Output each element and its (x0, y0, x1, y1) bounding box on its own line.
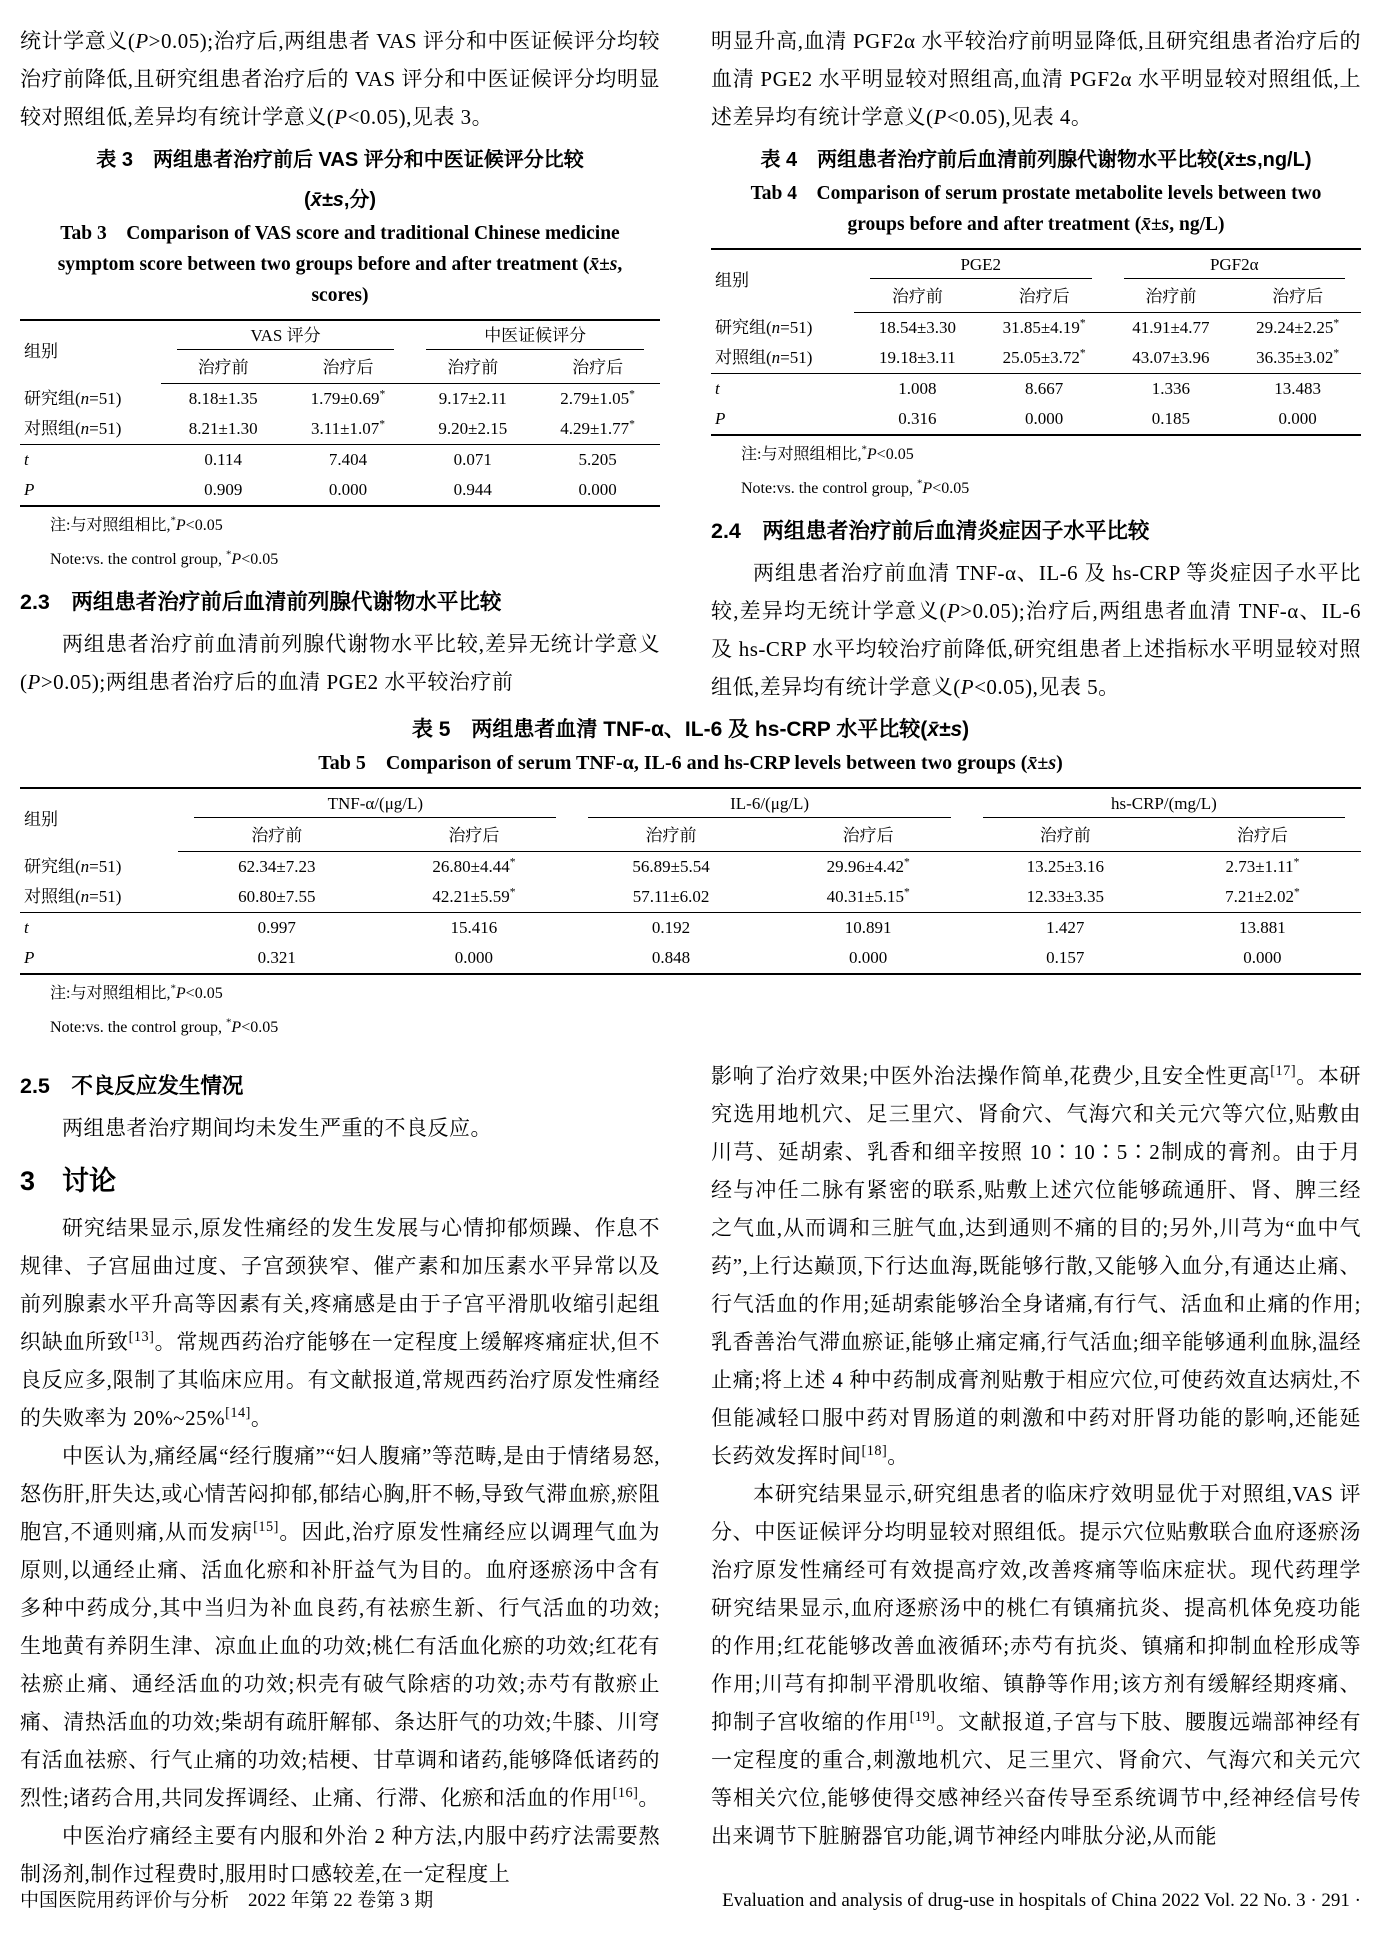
table-cell: 9.17±2.11 (438, 389, 507, 408)
table3-title-cn: 表 3 两组患者治疗前后 VAS 评分和中医证候评分比较 (96, 149, 584, 171)
table-cell: 7.21±2.02* (1225, 885, 1300, 906)
discussion-paragraph-1: 研究结果显示,原发性痛经的发生发展与心情抑郁烦躁、作息不规律、子宫屈曲过度、子宫颈狭窄、催产素和加压素水平异常以及前列腺素水平升高等因素有关,疼痛感是由于子宫平滑肌收缩引起组织缺血所致[13]。常规西药治疗能够在一定程度上缓解疼痛症状,但不良反应多,限制了其临床应用。有文献报道,常规西药治疗原发性痛经的失败率为 20%~25%[14]。 (20, 1216, 661, 1430)
table-cell: 1.008 (854, 374, 981, 405)
table4-group-header: PGF2α (1108, 249, 1362, 282)
table-row (20, 913, 1361, 944)
table-cell: 0.000 (849, 948, 888, 967)
table-row-label: 对照组(n=51) (715, 348, 813, 367)
table-row (711, 313, 1361, 344)
table-cell: 0.000 (328, 480, 368, 499)
table-row (711, 343, 1361, 374)
table-row (20, 852, 1361, 883)
table-row (711, 404, 1361, 435)
table-cell: 13.25±3.16 (1026, 857, 1104, 876)
table-cell: 26.80±4.44* (432, 855, 516, 876)
table-cell: 0.000 (578, 480, 617, 499)
table-row-label: 对照组(n=51) (24, 419, 122, 438)
table5-colgroup-header: 组别 (24, 810, 58, 830)
table4-note-cn: 注:与对照组相比,*P<0.05 (741, 443, 914, 463)
table3-subheader: 治疗前 (410, 353, 535, 384)
table-cell: 43.07±3.96 (1132, 348, 1210, 367)
table-cell: 0.000 (1278, 409, 1317, 428)
table5-subheader: 治疗后 (375, 821, 572, 852)
table5-group-header: TNF-α/(μg/L) (178, 788, 572, 821)
table4-subheader: 治疗前 (854, 282, 981, 313)
table3-subheader: 治疗后 (535, 353, 660, 384)
table-cell: 15.416 (375, 913, 572, 944)
discussion-paragraph-4: 影响了治疗效果;中医外治法操作简单,花费少,且安全性更高[17]。本研究选用地机穴、足三里穴、肾俞穴、气海穴和关元穴等穴位,贴敷由川芎、延胡索、乳香和细辛按照 10∶10∶5∶2制成的膏剂。由于月经与冲任二脉有紧密的联系,贴敷上述穴位能够疏通肝、肾、脾三经之气血,从而调和三脏气血,达到通则不痛的目的;另外,川芎为“血中气药”,上行达巅顶,下行达血海,既能够行散,又能够入血分,有通达止痛、行气活血的作用;延胡索能够治全身诸痛,有行气、活血和止痛的作用;乳香善治气滞血瘀证,能够止痛定痛,行气活血;细辛能够通利血脉,温经止痛;将上述 4 种中药制成膏剂贴敷于相应穴位,可使药效直达病灶,不但能减轻口服中药对胃肠道的刺激和中药对肝肾功能的影响,还能延长药效发挥时间[18]。 (711, 1063, 1362, 1468)
table-cell: 5.205 (535, 445, 660, 476)
table5-title-cn: 表 5 两组患者血清 TNF-α、IL-6 及 hs-CRP 水平比较(x̄±s) (411, 718, 970, 741)
table-cell: 42.21±5.59* (432, 885, 516, 906)
table3-group-header: 中医证候评分 (410, 320, 660, 353)
table-row-label: P (715, 409, 726, 428)
table5-subheader: 治疗前 (178, 821, 375, 852)
table-cell: 0.000 (454, 948, 494, 967)
table-row (20, 384, 660, 415)
top-left-column (20, 22, 660, 706)
table4-title-cn: 表 4 两组患者治疗前后血清前列腺代谢物水平比较(x̄±s,ng/L) (760, 149, 1312, 171)
table-cell: 31.85±4.19* (1002, 316, 1086, 337)
table3-subheader: 治疗后 (286, 353, 411, 384)
table-cell: 0.997 (178, 913, 375, 944)
table-row-label: t (20, 445, 161, 476)
section-2-4-heading: 2.4 两组患者治疗前后血清炎症因子水平比较 (711, 519, 1150, 543)
table-cell: 36.35±3.02* (1256, 346, 1340, 367)
table5-note-cn: 注:与对照组相比,*P<0.05 (50, 982, 223, 1002)
table-cell: 29.24±2.25* (1256, 316, 1340, 337)
table5-group-header: hs-CRP/(mg/L) (967, 788, 1361, 821)
table-cell: 19.18±3.11 (879, 348, 956, 367)
table4-subheader: 治疗前 (1108, 282, 1235, 313)
table-cell: 57.11±6.02 (632, 887, 710, 906)
table-cell: 18.54±3.30 (878, 318, 957, 337)
table-cell: 25.05±3.72* (1002, 346, 1086, 367)
table3-note-en: Note:vs. the control group, *P<0.05 (50, 548, 279, 568)
section-2-3-paragraph: 两组患者治疗前血清前列腺代谢物水平比较,差异无统计学意义(P>0.05);两组患者治疗后的血清 PGE2 水平较治疗前 (20, 632, 660, 694)
table-cell: 0.000 (1243, 948, 1282, 967)
section-2-5-paragraph: 两组患者治疗期间均未发生严重的不良反应。 (62, 1116, 492, 1140)
table-cell: 0.848 (651, 948, 691, 967)
table-row-label: P (24, 480, 35, 499)
table-cell: 29.96±4.42* (826, 855, 910, 876)
table5-subheader: 治疗后 (1164, 821, 1361, 852)
table-cell: 4.29±1.77* (560, 417, 635, 438)
table-cell: 8.18±1.35 (188, 389, 258, 408)
table-cell: 0.944 (453, 480, 492, 499)
section-2-3-heading: 2.3 两组患者治疗前后血清前列腺代谢物水平比较 (20, 590, 502, 614)
table-row (711, 374, 1361, 405)
paragraph-vas-results: 统计学意义(P>0.05);治疗后,两组患者 VAS 评分和中医证候评分均较治疗前降低,且研究组患者治疗后的 VAS 评分和中医证候评分均明显较对照组低,差异均有统计学意义(P<0.05),见表 3。 (20, 29, 660, 129)
table3-note-cn: 注:与对照组相比,*P<0.05 (50, 514, 223, 534)
table-cell: 62.34±7.23 (238, 857, 316, 876)
table-cell: 0.000 (1025, 409, 1064, 428)
table-row-label: 对照组(n=51) (24, 887, 122, 906)
table-cell: 60.80±7.55 (238, 887, 316, 906)
table5 (20, 787, 1361, 975)
section-2-5-heading: 2.5 不良反应发生情况 (20, 1074, 244, 1098)
table-row-label: 研究组(n=51) (24, 856, 122, 876)
table4-subheader: 治疗后 (981, 282, 1108, 313)
table4-colgroup-header: 组别 (715, 271, 749, 291)
table-cell: 0.157 (1046, 948, 1085, 967)
table4 (711, 248, 1361, 436)
table4-group-header: PGE2 (854, 249, 1108, 282)
table-cell: 56.89±5.54 (632, 857, 710, 876)
table3-group-header: VAS 评分 (161, 320, 411, 353)
table-row (20, 445, 660, 476)
table-cell: 40.31±5.15* (826, 885, 910, 906)
top-columns (20, 22, 1361, 706)
table-row (20, 882, 1361, 913)
table-cell: 0.316 (898, 409, 937, 428)
table-cell: 9.20±2.15 (438, 419, 508, 438)
table-cell: 0.185 (1151, 409, 1190, 428)
table-cell: 2.79±1.05* (560, 387, 635, 408)
table-cell: 7.404 (286, 445, 411, 476)
table4-title-en: Tab 4 Comparison of serum prostate metabolite levels between two groups before and after treatment (x̄±s, ng/L) (750, 183, 1322, 235)
table-cell: 0.192 (572, 913, 769, 944)
table-row-label: t (711, 374, 854, 405)
table-cell: 13.881 (1164, 913, 1361, 944)
page-footer (20, 1885, 1361, 1912)
table-cell: 12.33±3.35 (1026, 887, 1104, 906)
table-cell: 13.483 (1234, 374, 1361, 405)
table-row (20, 414, 660, 445)
table-row-label: 研究组(n=51) (715, 317, 813, 337)
table-row-label: 研究组(n=51) (24, 388, 122, 408)
table5-subheader: 治疗前 (967, 821, 1164, 852)
table5-note-en: Note:vs. the control group, *P<0.05 (50, 1016, 279, 1036)
table-cell: 2.73±1.11* (1225, 855, 1300, 876)
discussion-paragraph-3: 中医治疗痛经主要有内服和外治 2 种方法,内服中药疗法需要熬制汤剂,制作过程费时,服用时口感较差,在一定程度上 (20, 1824, 660, 1886)
section-3-heading: 3 讨论 (20, 1166, 117, 1196)
table4-note-en: Note:vs. the control group, *P<0.05 (741, 477, 970, 497)
paragraph-pge2-results: 明显升高,血清 PGF2α 水平较治疗前明显降低,且研究组患者治疗后的血清 PGE2 水平明显较对照组高,血清 PGF2α 水平明显较对照组低,上述差异均有统计学意义(P<0.05),见表 4。 (711, 29, 1361, 129)
table-cell: 8.667 (981, 374, 1108, 405)
table-cell: 3.11±1.07* (311, 417, 385, 438)
table-cell: 10.891 (770, 913, 967, 944)
table-cell: 1.336 (1108, 374, 1235, 405)
table-row (20, 475, 660, 506)
table3 (20, 319, 660, 507)
discussion-paragraph-5: 本研究结果显示,研究组患者的临床疗效明显优于对照组,VAS 评分、中医证候评分均明显较对照组低。提示穴位贴敷联合血府逐瘀汤治疗原发性痛经可有效提高疗效,改善疼痛等临床症状。现代药理学研究结果显示,血府逐瘀汤中的桃仁有镇痛抗炎、提高机体免疫功能的作用;红花能够改善血液循环;赤芍有抗炎、镇痛和抑制血栓形成等作用;川芎有抑制平滑肌收缩、镇静等作用;该方剂有缓解经期疼痛、抑制子宫收缩的作用[19]。文献报道,子宫与下肢、腰腹远端部神经有一定程度的重合,刺激地机穴、足三里穴、肾俞穴、气海穴和关元穴等相关穴位,能够使得交感神经兴奋传导至系统调节中,经神经信号传出来调节下脏腑器官功能,调节神经内啡肽分泌,从而能 (711, 1482, 1362, 1848)
footer-journal-cn: 中国医院用药评价与分析 2022 年第 22 卷第 3 期 (20, 1890, 434, 1911)
table-cell: 8.21±1.30 (188, 419, 258, 438)
table-cell: 41.91±4.77 (1132, 318, 1210, 337)
table-row (20, 943, 1361, 974)
bottom-columns (20, 1057, 1361, 1893)
section-2-4-paragraph: 两组患者治疗前血清 TNF-α、IL-6 及 hs-CRP 等炎症因子水平比较,差异均无统计学意义(P>0.05);治疗后,两组患者血清 TNF-α、IL-6 及 hs-CRP 水平均较治疗前降低,研究组患者上述指标水平明显较对照组低,差异均有统计学意义(P<0.05),见表 5。 (711, 561, 1361, 699)
table-cell: 0.909 (204, 480, 243, 499)
table5-block (20, 714, 1361, 1041)
table5-title-en: Tab 5 Comparison of serum TNF-α, IL-6 and hs-CRP levels between two groups (x̄±s) (318, 752, 1063, 774)
footer-journal-en: Evaluation and analysis of drug-use in hospitals of China 2022 Vol. 22 No. 3 · 291 · (722, 1890, 1361, 1911)
table5-subheader: 治疗后 (770, 821, 967, 852)
table-row-label: P (24, 948, 35, 967)
table-row-label: t (20, 913, 178, 944)
table-cell: 1.79±0.69* (310, 387, 386, 408)
bottom-right-column (711, 1057, 1361, 1893)
table5-subheader: 治疗前 (572, 821, 769, 852)
table3-title-en: Tab 3 Comparison of VAS score and traditional Chinese medicine symptom score between two groups before and after treatment (x̄±s, scores) (57, 223, 623, 306)
table-cell: 1.427 (967, 913, 1164, 944)
table-cell: 0.071 (410, 445, 535, 476)
table-cell: 0.321 (257, 948, 296, 967)
table3-subheader: 治疗前 (161, 353, 286, 384)
discussion-paragraph-2: 中医认为,痛经属“经行腹痛”“妇人腹痛”等范畴,是由于情绪易怒,怒伤肝,肝失达,或心情苦闷抑郁,郁结心胸,肝不畅,导致气滞血瘀,瘀阻胞宫,不通则痛,从而发病[15]。因此,治疗原发性痛经应以调理气血为原则,以通经止痛、活血化瘀和补肝益气为目的。血府逐瘀汤中含有多种中药成分,其中当归为补血良药,有祛瘀生新、行气活血的功效;生地黄有养阴生津、凉血止血的功效;桃仁有活血化瘀的功效;红花有祛瘀止痛、通经活血的功效;枳壳有破气除痞的功效;赤芍有散瘀止痛、清热活血的功效;柴胡有疏肝解郁、条达肝气的功效;牛膝、川穹有活血祛瘀、行气止痛的功效;桔梗、甘草调和诸药,能够降低诸药的烈性;诸药合用,共同发挥调经、止痛、行滞、化瘀和活血的作用[16]。 (20, 1444, 661, 1810)
table3-colgroup-header: 组别 (24, 342, 58, 362)
table-cell: 0.114 (161, 445, 286, 476)
table4-subheader: 治疗后 (1234, 282, 1361, 313)
table5-group-header: IL-6/(μg/L) (572, 788, 966, 821)
bottom-left-column (20, 1057, 660, 1893)
table3-title-cn-units: (x̄±s,分) (303, 189, 377, 211)
top-right-column (711, 22, 1361, 706)
